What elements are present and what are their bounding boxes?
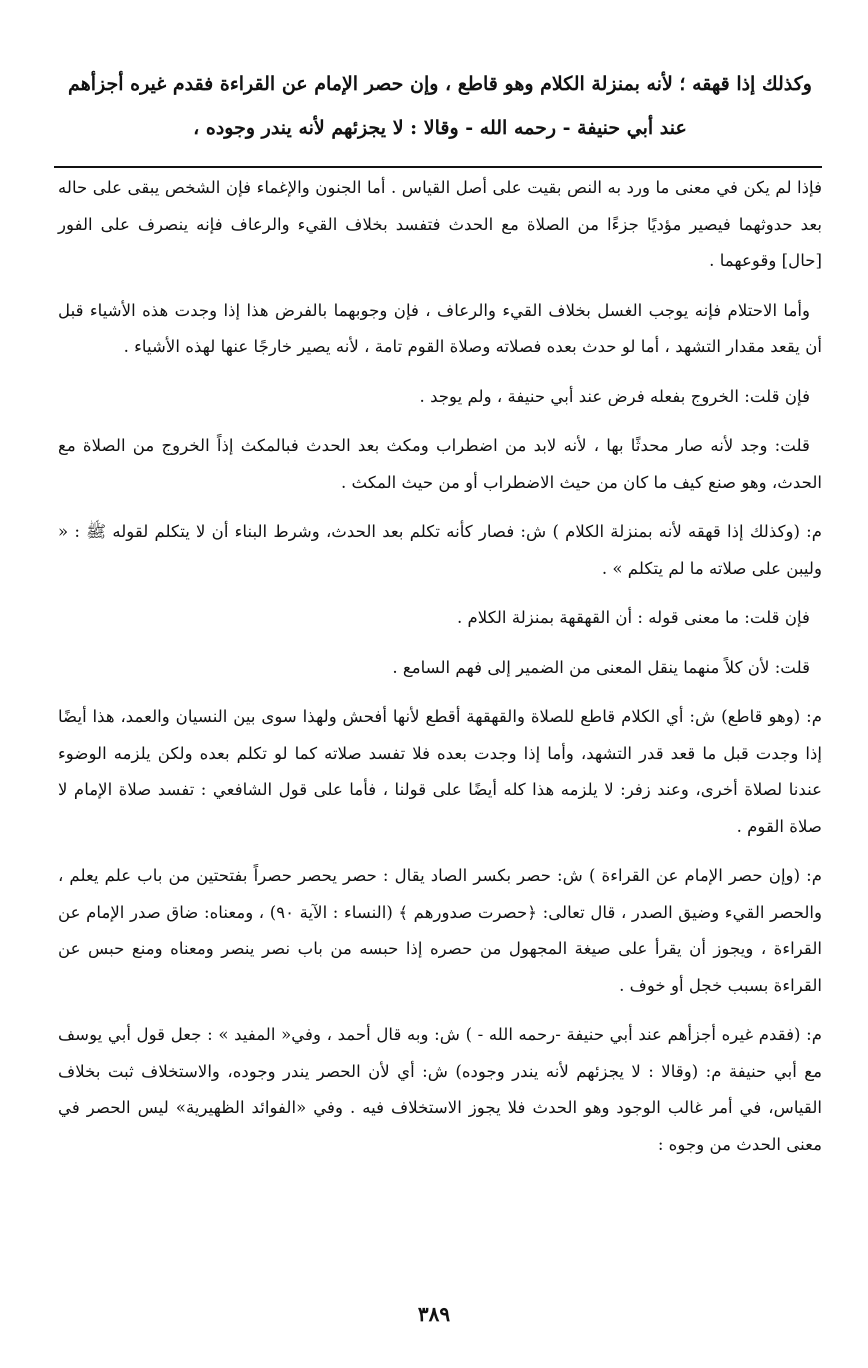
paragraph: م: (فقدم غيره أجزأهم عند أبي حنيفة -رحمه الله - ) ش: وبه قال أحمد ، وفي« المفيد » : جعل قول أبي يوسف مع أبي حنيفة م: (وقالا : لا يجزئهم لأنه يندر وجوده) ش: أي لأن الحصر يندر وجوده، والاستخلاف ثبت بخلاف القياس، في أمر غالب الوجود وهو الحدث فلا يجوز الاستخلاف فيه . وفي «الفوائد الظهيرية» ليس الحصر في معنى الحدث من وجوه :: [58, 1025, 822, 1154]
paragraph: قلت: لأن كلاً منهما ينقل المعنى من الضمير إلى فهم السامع .: [392, 657, 810, 677]
paragraph: وأما الاحتلام فإنه يوجب الغسل بخلاف القيء والرعاف ، فإن وجوبهما بالفرض هذا إذا وجدت هذه الأشياء قبل أن يقعد مقدار التشهد ، أما لو حدث بعده فصلاته وصلاة القوم تامة ، لأنه يصير خارجًا عنها لهذه الأشياء .: [58, 300, 822, 356]
page-number: ٣٨٩: [417, 1302, 451, 1326]
paragraph: فإن قلت: ما معنى قوله : أن القهقهة بمنزلة الكلام .: [456, 608, 810, 627]
paragraph: فإن قلت: الخروج بفعله فرض عند أبي حنيفة ، ولم يوجد .: [419, 386, 810, 406]
matn-header: [58, 62, 822, 150]
paragraph: قلت: وجد لأنه صار محدثًا بها ، لأنه لابد من اضطراب ومكث بعد الحدث فبالمكث إذاً الخروج من الصلاة مع الحدث، وهو صنع كيف ما كان من حيث الاضطراب أو من حيث المكث .: [58, 436, 822, 492]
paragraph: م: (وإن حصر الإمام عن القراءة ) ش: حصر بكسر الصاد يقال : حصر يحصر حصراً بفتحتين من باب علم يعلم ، والحصر القيء وضيق الصدر ، قال تعالى: ﴿حصرت صدورهم ﴾ (النساء : الآية ٩٠) ، ومعناه: ضاق صدر الإمام عن القراءة ، ويجوز أن يقرأ على صيغة المجهول من حصره إذا حبسه من باب نصر ينصر ومعناه ومنع حبس عن القراءة بسبب خجل أو خوف .: [58, 866, 822, 995]
header-line-1: وكذلك إذا قهقه ؛ لأنه بمنزلة الكلام وهو قاطع ، وإن حصر الإمام عن القراءة فقدم غيره أجزأهم: [68, 73, 812, 95]
paragraph: م: (وهو قاطع) ش: أي الكلام قاطع للصلاة والقهقهة أقطع لأنها أفحش ولهذا سوى بين النسيان والعمد، هذا أيضًا إذا وجدت قبل ما قعد قدر التشهد، وأما إذا وجدت بعده فلا تفسد صلاته كما لو تكلم بعده ولكن يلزمه الوضوء عندنا لصلاة أخرى، وعند زفر: لا يلزمه هذا كله أيضًا على قولنا ، فأما على قول الشافعي : تفسد صلاة الإمام لا صلاة القوم .: [58, 707, 822, 836]
paragraph: فإذا لم يكن في معنى ما ورد به النص بقيت على أصل القياس . أما الجنون والإغماء فإن الشخص يبقى على حاله بعد حدوثهما فيصير مؤديًا جزءًا من الصلاة مع الحدث فتفسد بخلاف القيء والرعاف فإنه ينصرف على الفور [حال] وقوعهما .: [58, 178, 822, 270]
paragraph: م: (وكذلك إذا قهقه لأنه بمنزلة الكلام ) ش: فصار كأنه تكلم بعد الحدث، وشرط البناء أن لا يتكلم لقوله ﷺ : « وليبن على صلاته ما لم يتكلم » .: [58, 522, 822, 578]
header-divider: [54, 166, 822, 168]
header-line-2: عند أبي حنيفة - رحمه الله - وقالا : لا يجزئهم لأنه يندر وجوده ،: [193, 117, 687, 139]
commentary-body: [58, 170, 822, 1163]
